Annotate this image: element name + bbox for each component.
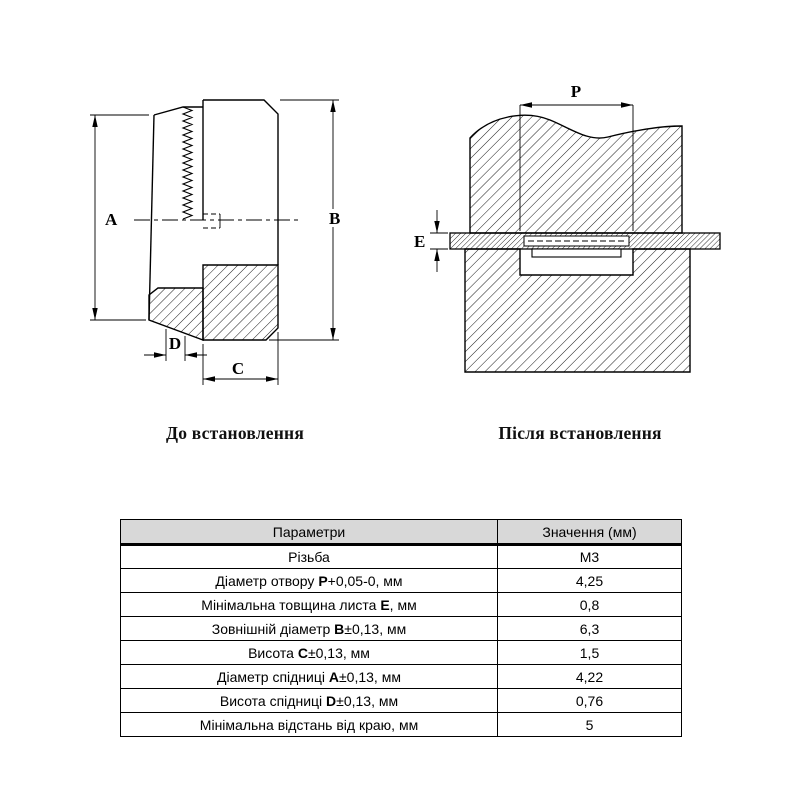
skirt-in-notch [532,249,621,257]
dim-label-c: C [231,359,245,378]
param-cell: Діаметр отвору P+0,05-0, мм [121,569,498,593]
dim-label-b: B [329,209,341,228]
table-row [121,641,682,665]
param-cell: Зовнішній діаметр B±0,13, мм [121,617,498,641]
dimension-lines-before [90,100,339,385]
parameters-table [120,519,682,737]
knurl-teeth [183,107,192,219]
figure-after-installation [410,80,740,380]
value-cell: 4,22 [498,665,682,689]
dim-label-e: E [414,232,426,251]
param-cell: Мінімальна товщина листа E, мм [121,593,498,617]
table-row [121,713,682,737]
param-cell: Діаметр спідниці A±0,13, мм [121,665,498,689]
value-cell: 4,25 [498,569,682,593]
dim-label-a: A [105,210,118,229]
upper-part-hatch [470,115,682,233]
dim-label-p: P [570,82,582,101]
value-cell: 5 [498,713,682,737]
figure-before-installation [88,88,353,403]
value-cell: 6,3 [498,617,682,641]
value-cell: 1,5 [498,641,682,665]
param-cell: Висота C±0,13, мм [121,641,498,665]
skirt-section-hatch [149,288,203,340]
table-row [121,569,682,593]
table-header-row [121,520,682,545]
installed-assembly [450,115,720,372]
value-cell: 0,8 [498,593,682,617]
table-row [121,689,682,713]
header-parameters: Параметри [121,520,498,545]
header-value: Значення (мм) [498,520,682,545]
value-cell: М3 [498,545,682,569]
param-cell: Мінімальна відстань від краю, мм [121,713,498,737]
caption-after-installation: Після встановлення [498,423,662,443]
caption-before-installation: До встановлення [166,423,304,443]
table-row [121,593,682,617]
table-row [121,545,682,569]
table-row [121,617,682,641]
nut-section-outline [134,100,302,340]
param-cell: Різьба [121,545,498,569]
body-section-hatch [203,265,278,340]
anvil-block-hatch [465,249,690,372]
dim-label-d: D [168,334,182,353]
thread-hidden-lines [203,214,220,228]
param-cell: Висота спідниці D±0,13, мм [121,689,498,713]
table-row [121,665,682,689]
value-cell: 0,76 [498,689,682,713]
